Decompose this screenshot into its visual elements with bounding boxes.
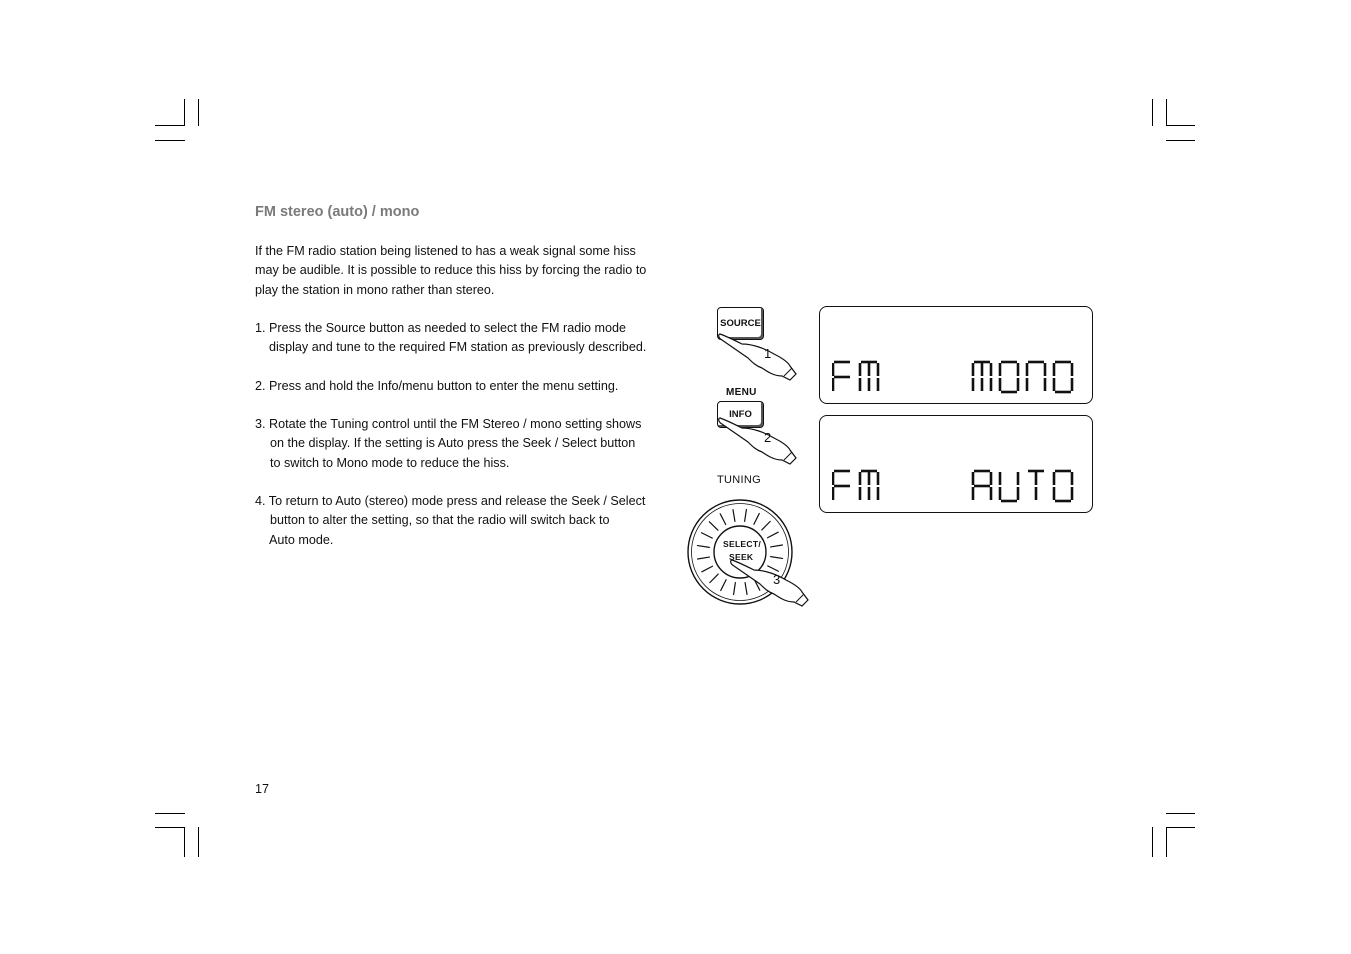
- step-number-label: 2: [764, 430, 772, 445]
- lcd-display-auto: [819, 415, 1093, 513]
- lcd-segment-text: [832, 359, 1082, 395]
- intro-line: play the station in mono rather than stereo.: [255, 282, 495, 297]
- tuning-label: TUNING: [717, 474, 761, 486]
- pointing-hand-icon: [724, 556, 814, 608]
- intro-line: may be audible. It is possible to reduce this hiss by forcing the radio to: [255, 263, 647, 278]
- step-line: display and tune to the required FM station as previously described.: [269, 340, 647, 355]
- pointing-hand-icon: [712, 330, 802, 382]
- select-seek-label: SEEK: [729, 552, 754, 562]
- section-title: FM stereo (auto) / mono: [255, 204, 420, 220]
- pointing-hand-icon: [712, 414, 802, 466]
- info-button: INFO: [717, 401, 764, 428]
- select-seek-label: SELECT/: [723, 539, 761, 549]
- lcd-display-mono: [819, 306, 1093, 404]
- step-1: [255, 319, 675, 358]
- step-line: 2. Press and hold the Info/menu button to enter the menu setting.: [255, 379, 619, 393]
- step-line: button to alter the setting, so that the radio will switch back to: [270, 513, 610, 528]
- menu-label: MENU: [726, 387, 757, 398]
- step-number-label: 3: [773, 572, 781, 587]
- step-3: [255, 415, 675, 473]
- step-line: 4. To return to Auto (stereo) mode press and release the Seek / Select: [255, 494, 646, 508]
- step-number-label: 1: [764, 346, 772, 361]
- step-line: 1. Press the Source button as needed to select the FM radio mode: [255, 321, 627, 335]
- step-4: [255, 492, 675, 550]
- step-line: 3. Rotate the Tuning control until the FM Stereo / mono setting shows: [255, 417, 642, 431]
- lcd-segment-text: [832, 468, 1082, 504]
- page-number: 17: [255, 782, 270, 796]
- step-line: to switch to Mono mode to reduce the hiss.: [270, 455, 510, 470]
- intro-paragraph: [255, 242, 675, 300]
- intro-line: If the FM radio station being listened to has a weak signal some hiss: [255, 244, 636, 258]
- step-line: on the display. If the setting is Auto press the Seek / Select button: [270, 436, 636, 451]
- step-line: Auto mode.: [269, 532, 334, 547]
- step-2: [255, 377, 675, 396]
- source-button: SOURCE: [717, 307, 764, 340]
